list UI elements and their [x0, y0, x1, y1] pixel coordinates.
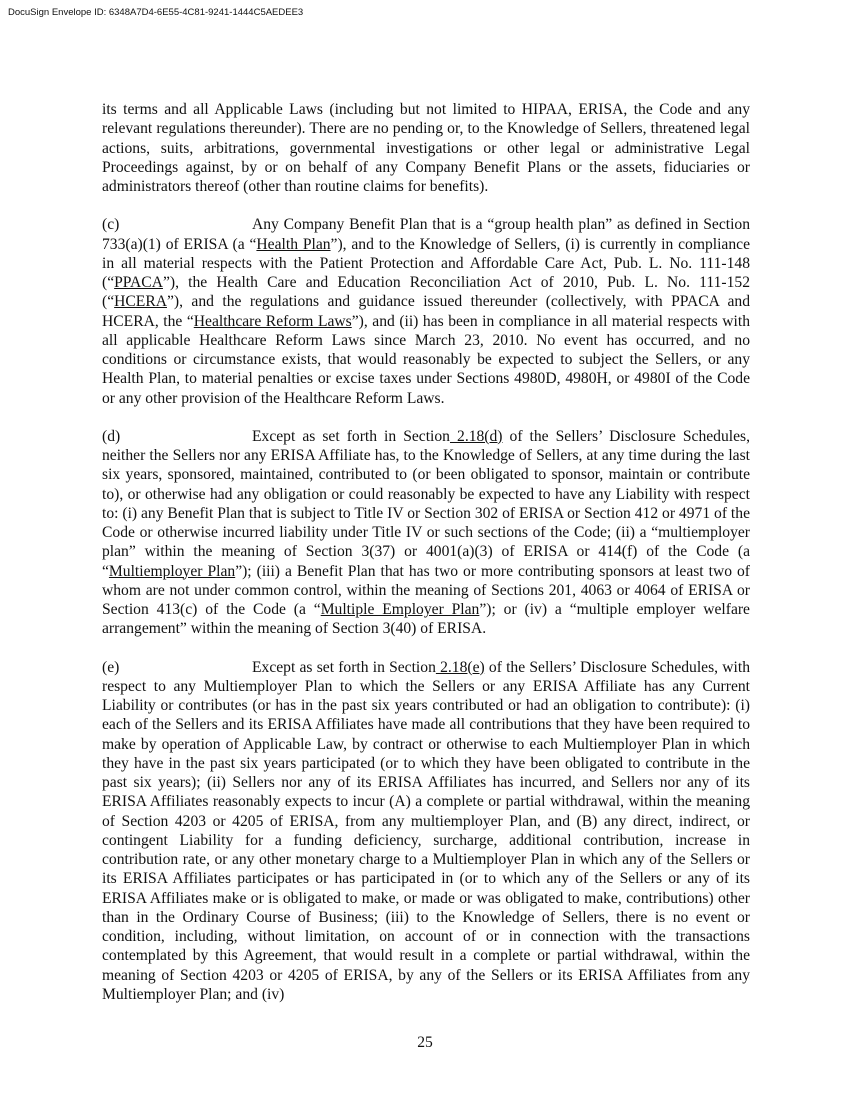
paragraph-d-text-3: ”); (iii) a Benefit Plan that has two or more contributing sponsors at least two of whom are not under common control, within the meaning of Sections 201, 4063 or 4064 of ERISA or Section 413(c) of the Code (a “	[102, 562, 750, 618]
paragraph-c-label: (c)	[102, 216, 120, 234]
paragraph-c-text-1: Any Company Benefit Plan that is a “group health plan” as defined in Section 733(a)(1) of ERISA (a “	[102, 216, 750, 253]
defined-term-health-plan: Health Plan	[256, 235, 331, 253]
paragraph-d-text-4: ”); or (iv) a “multiple employer welfare arrangement” within the meaning of Section 3(40) of ERISA.	[102, 601, 750, 638]
paragraph-b-continued	[102, 100, 750, 196]
defined-term-multiemployer-plan: Multiemployer Plan	[108, 562, 236, 580]
paragraph-e-text-1: Except as set forth in Section	[252, 658, 436, 676]
paragraph-d-text-2: of the Sellers’ Disclosure Schedules, neither the Sellers nor any ERISA Affiliate has, to the Knowledge of Sellers, at any time during the last six years, sponsored, maintained, contributed to (or been obligated to sponsor, maintain or contribute to), or otherwise had any obligation or could reasonably be expected to have any Liability with respect to: (i) any Benefit Plan that is subject to Title IV or Section 302 of ERISA or Section 412 or 4971 of the Code or otherwise incurred liability under Title IV or such sections of the Code; (ii) a “multiemployer plan” within the meaning of Section 3(37) or 4001(a)(3) of ERISA or 414(f) of the Code (a “	[102, 427, 750, 580]
defined-term-multiple-employer-plan: Multiple Employer Plan	[320, 601, 480, 618]
paragraph-d-text-1: Except as set forth in Section	[252, 427, 450, 445]
paragraph-e-label: (e)	[102, 658, 120, 676]
defined-term-hcera: HCERA	[114, 293, 167, 311]
schedule-ref-2-18-e: 2.18(e)	[435, 658, 485, 676]
paragraph-d	[102, 427, 750, 639]
paragraph-d-label: (d)	[102, 427, 121, 445]
schedule-ref-2-18-d: 2.18(d)	[449, 427, 503, 445]
document-page	[102, 100, 750, 1023]
paragraph-e-text-2: of the Sellers’ Disclosure Schedules, with respect to any Multiemployer Plan to which the Sellers or any ERISA Affiliate has any Current Liability or contributes (or has in the past six years contributed or had an obligation to contribute): (i) each of the Sellers and its ERISA Affiliates have made all contributions that they have been required to make by operation of Applicable Law, by contract or otherwise to each Multiemployer Plan in which they have in the past six years participated (or to which they have been obligated to contribute in the past six years); (ii) Sellers nor any of its ERISA Affiliates has incurred, and Sellers nor any of its ERISA Affiliates reasonably expects to incur (A) a complete or partial withdrawal, within the meaning of Section 4203 or 4205 of ERISA, from any multiemployer Plan, and (B) any direct, indirect, or contingent Liability for a funding deficiency, surcharge, additional contribution, increase in contribution rate, or any other monetary charge to a Multiemployer Plan in which any of the Sellers or its ERISA Affiliates participates or has participated in (or to which any of the Sellers or any of its ERISA Affiliates make or is obligated to make, or made or was obligated to make, contributions) other than in the Ordinary Course of Business; (iii) to the Knowledge of Sellers, there is no event or condition, including, without limitation, on account of or in connection with the transactions contemplated by this Agreement, that would result in a complete or partial withdrawal, within the meaning of Section 4203 or 4205 of ERISA, by any of the Sellers or its ERISA Affiliates from any Multiemployer Plan; and (iv)	[102, 658, 750, 1003]
paragraph-c	[102, 215, 750, 408]
paragraph-c-text-5: ”), and (ii) has been in compliance in all material respects with all applicable Healthcare Reform Laws since March 23, 2010. No event has occurred, and no conditions or circumstance exists, that would reasonably be expected to subject the Sellers, or any Health Plan, to material penalties or excise taxes under Sections 4980D, 4980H, or 4980I of the Code or any other provision of the Healthcare Reform Laws.	[102, 312, 750, 407]
paragraph-c-text-2: ”), and to the Knowledge of Sellers, (i) is currently in compliance in all material respects with the Patient Protection and Affordable Care Act, Pub. L. No. 111-148 (“	[102, 235, 750, 291]
paragraph-c-text-4: ”), and the regulations and guidance issued thereunder (collectively, with PPACA and HCERA, the “	[102, 293, 750, 330]
docusign-envelope-id: DocuSign Envelope ID: 6348A7D4-6E55-4C81-9241-1444C5AEDEE3	[8, 7, 304, 18]
paragraph-b-text: its terms and all Applicable Laws (including but not limited to HIPAA, ERISA, the Code and any relevant regulations thereunder). There are no pending or, to the Knowledge of Sellers, threatened legal actions, suits, arbitrations, governmental investigations or other legal or administrative Legal Proceedings against, by or on behalf of any Company Benefit Plans or the assets, fiduciaries or administrators thereof (other than routine claims for benefits).	[102, 101, 750, 195]
defined-term-ppaca: PPACA	[114, 274, 163, 291]
defined-term-healthcare-reform-laws: Healthcare Reform Laws	[193, 312, 352, 330]
paragraph-e	[102, 658, 750, 1005]
page-number: 25	[417, 1034, 433, 1051]
paragraph-c-text-3: ”), the Health Care and Education Reconciliation Act of 2010, Pub. L. No. 111-152 (“	[102, 274, 750, 311]
